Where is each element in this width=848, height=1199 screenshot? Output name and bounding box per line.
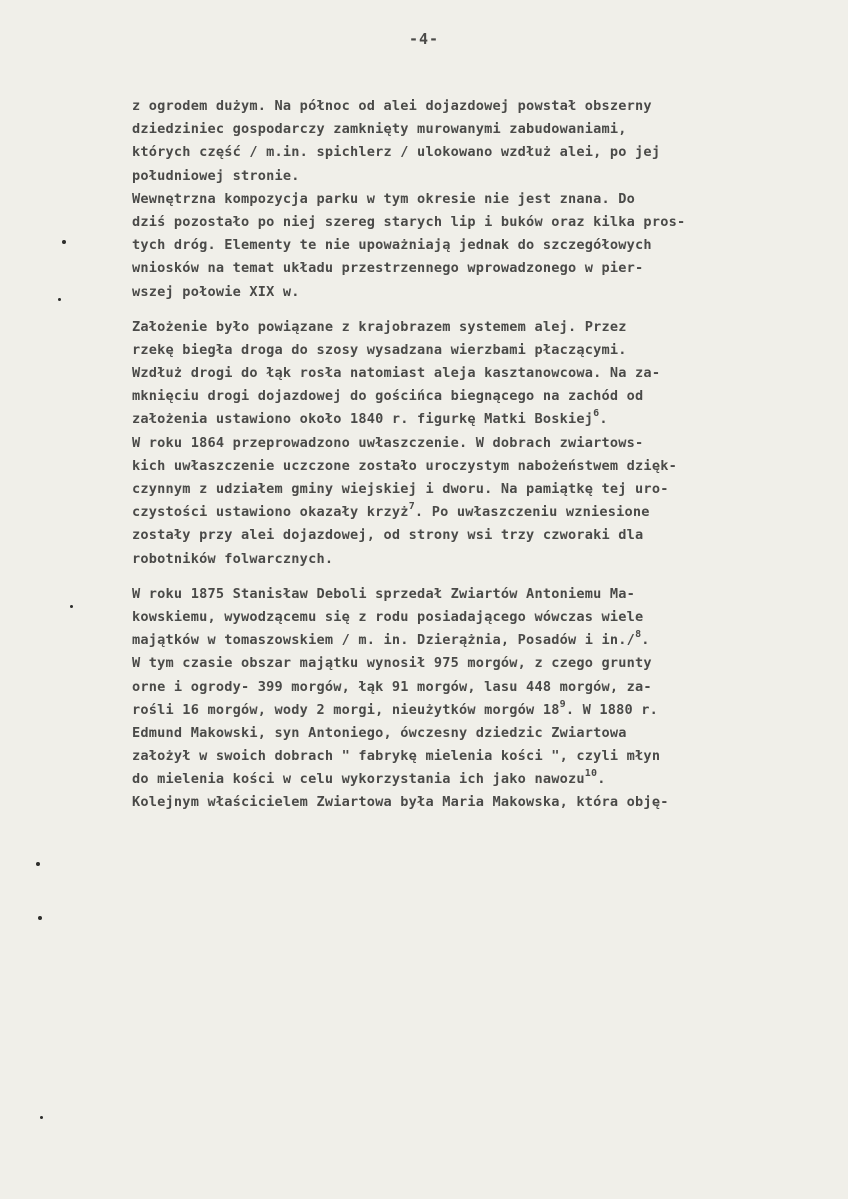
line-text: . xyxy=(641,632,650,649)
page-number: -4- xyxy=(408,30,440,48)
text-line: mknięciu drogi dojazdowej do gościńca biegnącego na zachód od xyxy=(132,388,644,405)
text-line: tych dróg. Elementy te nie upoważniają jednak do szczegółowych xyxy=(132,237,652,254)
text-line: W roku 1875 Stanisław Deboli sprzedał Zwiartów Antoniemu Ma- xyxy=(132,585,636,602)
text-line xyxy=(132,501,822,524)
text-line: założył w swoich dobrach " fabrykę mielenia kości ", czyli młyn xyxy=(132,748,661,765)
text-line: orne i ogrody- 399 morgów, łąk 91 morgów, lasu 448 morgów, za- xyxy=(132,678,652,695)
text-line xyxy=(132,629,822,652)
line-text: rośli 16 morgów, wody 2 morgi, nieużytków morgów 18 xyxy=(132,701,560,718)
text-line: których część / m.in. spichlerz / ulokowano wzdłuż alei, po jej xyxy=(132,144,661,161)
body-text xyxy=(132,95,822,815)
text-line: Wewnętrzna kompozycja parku w tym okresie nie jest znana. Do xyxy=(132,190,636,207)
line-text: . W 1880 r. xyxy=(565,701,659,718)
margin-dot xyxy=(36,862,40,866)
text-line: Założenie było powiązane z krajobrazem systemem alej. Przez xyxy=(132,318,627,335)
text-line: Edmund Makowski, syn Antoniego, ówczesny dziedzic Zwiartowa xyxy=(132,724,627,741)
text-line: zostały przy alei dojazdowej, od strony wsi trzy czworaki dla xyxy=(132,527,644,544)
footnote-marker: 7 xyxy=(408,501,415,513)
text-line: wniosków na temat układu przestrzennego wprowadzonego w pier- xyxy=(132,260,644,277)
text-line: Wzdłuż drogi do łąk rosła natomiast aleja kasztanowcowa. Na za- xyxy=(132,365,661,382)
text-line xyxy=(132,699,822,722)
line-text: do mielenia kości w celu wykorzystania ich jako nawozu xyxy=(132,771,585,788)
line-text: majątków w tomaszowskiem / m. in. Dzierążnia, Posadów i in./ xyxy=(132,632,636,649)
margin-dot xyxy=(38,916,42,920)
line-text: . Po uwłaszczeniu wzniesione xyxy=(414,504,650,521)
footnote-marker: 6 xyxy=(593,408,600,420)
text-line: wszej połowie XIX w. xyxy=(132,283,300,300)
text-line: Kolejnym właścicielem Zwiartowa była Maria Makowska, która obję- xyxy=(132,794,669,811)
footnote-marker: 8 xyxy=(635,629,642,641)
text-line: dziedziniec gospodarczy zamknięty murowanymi zabudowaniami, xyxy=(132,121,627,138)
margin-dot xyxy=(62,240,66,244)
paragraph-3 xyxy=(132,316,822,571)
line-text: . xyxy=(599,411,608,428)
text-line: z ogrodem dużym. Na północ od alei dojazdowej powstał obszerny xyxy=(132,98,652,114)
margin-dot xyxy=(70,605,73,608)
text-line xyxy=(132,408,822,431)
line-text: czystości ustawiono okazały krzyż xyxy=(132,504,409,521)
footnote-marker: 9 xyxy=(559,698,566,710)
paragraph-2 xyxy=(132,188,822,304)
text-line: robotników folwarcznych. xyxy=(132,550,334,567)
text-line: południowej stronie. xyxy=(132,167,300,184)
text-line: W tym czasie obszar majątku wynosił 975 morgów, z czego grunty xyxy=(132,655,652,672)
text-line: dziś pozostało po niej szereg starych lip i buków oraz kilka pros- xyxy=(132,213,686,230)
text-line: rzekę biegła droga do szosy wysadzana wierzbami płaczącymi. xyxy=(132,341,627,358)
text-line: kich uwłaszczenie uczczone zostało uroczystym nabożeństwem dzięk- xyxy=(132,457,677,474)
paragraph-4 xyxy=(132,583,822,815)
margin-dot xyxy=(58,298,61,301)
line-text: założenia ustawiono około 1840 r. figurkę Matki Boskiej xyxy=(132,411,594,428)
text-line: kowskiemu, wywodzącemu się z rodu posiadającego wówczas wiele xyxy=(132,608,644,625)
line-text: . xyxy=(597,771,606,788)
text-line xyxy=(132,768,822,791)
footnote-marker: 10 xyxy=(584,768,598,780)
text-line: czynnym z udziałem gminy wiejskiej i dworu. Na pamiątkę tej uro- xyxy=(132,481,669,497)
margin-dot xyxy=(40,1116,43,1119)
text-line: W roku 1864 przeprowadzono uwłaszczenie. W dobrach zwiartows- xyxy=(132,434,644,451)
paragraph-1 xyxy=(132,95,822,188)
